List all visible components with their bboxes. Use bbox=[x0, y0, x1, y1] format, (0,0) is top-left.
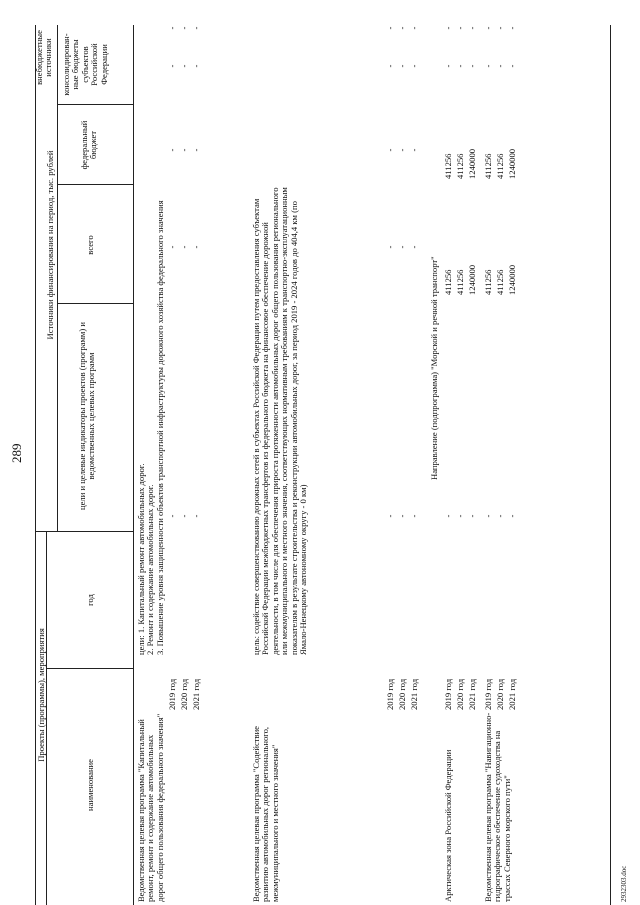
row3-goals-dash-2021: - bbox=[467, 514, 477, 518]
row2-extra-2020: - bbox=[397, 26, 407, 30]
row4-regional-2020: - bbox=[495, 64, 505, 68]
row3-goals-dash-2020: - bbox=[455, 514, 465, 518]
col-divider-goals bbox=[35, 531, 134, 532]
row4-total-2020: 411256 bbox=[495, 269, 505, 295]
row3-regional-2020: - bbox=[455, 64, 465, 68]
row1-goals-dash-2019: - bbox=[167, 514, 177, 518]
row1-name: Ведомственная целевая программа "Капитальный ремонт, ремонт и содержание автомобильных дорог общего пользования федерального значения" bbox=[136, 713, 165, 902]
row3-total-2019: 411256 bbox=[443, 269, 453, 295]
row1-extra-2020: - bbox=[179, 26, 189, 30]
row2-regional-2019: - bbox=[385, 64, 395, 68]
row2-year-2019: 2019 год bbox=[385, 678, 395, 710]
row1-extra-2019: - bbox=[167, 26, 177, 30]
row2-goals-dash-2021: - bbox=[409, 514, 419, 518]
row3-extra-2020: - bbox=[455, 26, 465, 30]
row2-name: Ведомственная целевая программа "Содействие развитию автомобильных дорог регионального, межмуниципального и местного значения" bbox=[251, 726, 280, 902]
row3-federal-2021: 1240000 bbox=[467, 148, 477, 179]
row1-total-2020: - bbox=[179, 245, 189, 249]
page-number: 289 bbox=[9, 443, 24, 463]
row1-year-2021: 2021 год bbox=[191, 678, 201, 710]
row3-extra-2021: - bbox=[467, 26, 477, 30]
row3-federal-2020: 411256 bbox=[455, 153, 465, 179]
row1-regional-2021: - bbox=[191, 64, 201, 68]
row2-total-2021: - bbox=[409, 245, 419, 249]
row1-goals-dash-2021: - bbox=[191, 514, 201, 518]
row3-extra-2019: - bbox=[443, 26, 453, 30]
row3-year-2019: 2019 год bbox=[443, 678, 453, 710]
row1-regional-2019: - bbox=[167, 64, 177, 68]
row2-regional-2020: - bbox=[397, 64, 407, 68]
row4-year-2020: 2020 год bbox=[495, 678, 505, 710]
row2-regional-2021: - bbox=[409, 64, 419, 68]
row4-extra-2021: - bbox=[507, 26, 517, 30]
row4-total-2021: 1240000 bbox=[507, 264, 517, 295]
row4-name: Ведомственная целевая программа "Навигационно-гидрографическое обеспечение судоходства на трассах Северного морского пути" bbox=[483, 712, 512, 902]
row3-regional-2019: - bbox=[443, 64, 453, 68]
row3-year-2021: 2021 год bbox=[467, 678, 477, 710]
row1-year-2019: 2019 год bbox=[167, 678, 177, 710]
row3-total-2021: 1240000 bbox=[467, 264, 477, 295]
row2-federal-2019: - bbox=[385, 148, 395, 152]
row2-year-2020: 2020 год bbox=[397, 678, 407, 710]
row4-regional-2019: - bbox=[483, 64, 493, 68]
row2-goals-dash-2020: - bbox=[397, 514, 407, 518]
row3-name: Арктическая зона Российской Федерации bbox=[443, 749, 453, 902]
table-border-top bbox=[35, 25, 36, 905]
row4-total-2019: 411256 bbox=[483, 269, 493, 295]
row1-extra-2021: - bbox=[191, 26, 201, 30]
row2-extra-2021: - bbox=[409, 26, 419, 30]
row1-total-2019: - bbox=[167, 245, 177, 249]
col-divider-federal bbox=[57, 184, 134, 185]
row4-federal-2021: 1240000 bbox=[507, 148, 517, 179]
footer-doc-code: 2932303.doc bbox=[620, 865, 628, 902]
row4-goals-dash-2021: - bbox=[507, 514, 517, 518]
row2-extra-2019: - bbox=[385, 26, 395, 30]
row4-goals-dash-2019: - bbox=[483, 514, 493, 518]
finance-group-line bbox=[57, 25, 58, 532]
row2-total-2020: - bbox=[397, 245, 407, 249]
row4-year-2021: 2021 год bbox=[507, 678, 517, 710]
col-divider-year bbox=[46, 668, 134, 669]
row2-total-2019: - bbox=[385, 245, 395, 249]
row1-federal-2020: - bbox=[179, 148, 189, 152]
col-total-header: всего bbox=[85, 235, 95, 255]
row4-federal-2020: 411256 bbox=[495, 153, 505, 179]
col-goals-header: цели и целевые индикаторы проектов (программ) и ведомственных целевых программ bbox=[77, 322, 97, 510]
row1-goals: цели: 1. Капитальный ремонт автомобильных дорог. 2. Ремонт и содержание автомобильных дорог. 3. Повышение уровня защищенности объектов транспортной инфраструктуры дорожного хозяйства федерального значения bbox=[136, 200, 165, 655]
row1-year-2020: 2020 год bbox=[179, 678, 189, 710]
row3-goals-dash-2019: - bbox=[443, 514, 453, 518]
header-bottom-line bbox=[133, 25, 134, 905]
row3-federal-2019: 411256 bbox=[443, 153, 453, 179]
row4-federal-2019: 411256 bbox=[483, 153, 493, 179]
row1-federal-2021: - bbox=[191, 148, 201, 152]
col-name-header: наименование bbox=[85, 759, 95, 811]
col-federal-header: федеральный бюджет bbox=[79, 120, 99, 170]
col-divider-regional bbox=[57, 104, 134, 105]
row1-federal-2019: - bbox=[167, 148, 177, 152]
table-border-bottom bbox=[610, 25, 611, 905]
col-regional-header: консолидирован-ные бюджеты субъектов Российской Федерации bbox=[61, 33, 109, 96]
row3-regional-2021: - bbox=[467, 64, 477, 68]
row2-federal-2021: - bbox=[409, 148, 419, 152]
finance-group-header: Источники финансирования на период, тыс. рублей bbox=[45, 150, 55, 340]
row2-year-2021: 2021 год bbox=[409, 678, 419, 710]
row1-goals-dash-2020: - bbox=[179, 514, 189, 518]
row4-extra-2020: - bbox=[495, 26, 505, 30]
row2-goals: цель: содействие совершенствованию дорожных сетей в субъектах Российской Федерации путем предоставления субъектам Российской Федерации межбюджетных трансфертов из федерального бюджета на финансовое обеспечение дорожной деятельности, в том числе для обеспечения прироста протяженности автомобильных дорог общего пользования регионального или межмуниципального и местного значения, соответствующих нормативным требованиям к транспортно-эксплуатационным показателям в результате строительства и реконструкции автомобильных дорог, за период 2019 - 2024 годов до 404,4 км (по Ямало-Ненецкому автономному округу - 0 км) bbox=[251, 187, 309, 655]
row2-goals-dash-2019: - bbox=[385, 514, 395, 518]
projects-group-header: Проекты (программы), мероприятия bbox=[36, 628, 46, 762]
row1-total-2021: - bbox=[191, 245, 201, 249]
row1-regional-2020: - bbox=[179, 64, 189, 68]
row4-regional-2021: - bbox=[507, 64, 517, 68]
row2-federal-2020: - bbox=[397, 148, 407, 152]
row4-goals-dash-2020: - bbox=[495, 514, 505, 518]
row3-year-2020: 2020 год bbox=[455, 678, 465, 710]
row4-extra-2019: - bbox=[483, 26, 493, 30]
section-title: Направление (подпрограмма) "Морской и речной транспорт" bbox=[429, 256, 439, 480]
row4-year-2019: 2019 год bbox=[483, 678, 493, 710]
col-year-header: год bbox=[85, 594, 95, 606]
col-divider-total bbox=[57, 303, 134, 304]
row3-total-2020: 411256 bbox=[455, 269, 465, 295]
col-extra-header: внебюджетные источники bbox=[34, 30, 54, 85]
